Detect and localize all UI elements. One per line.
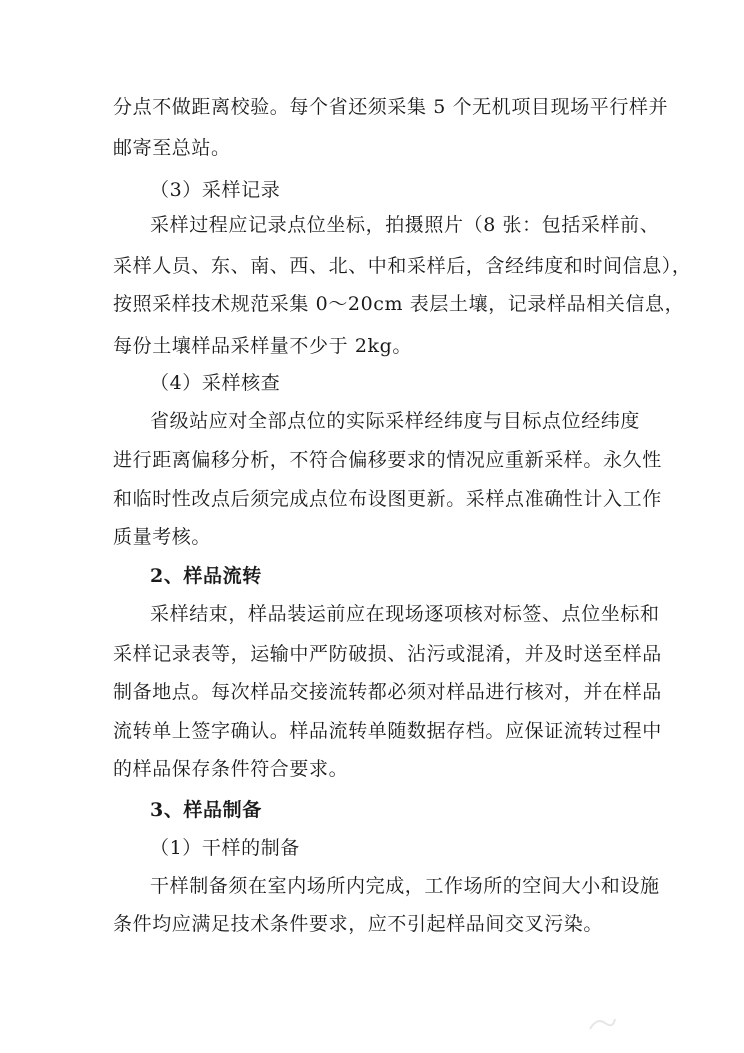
body-text-line: 条件均应满足技术条件要求，应不引起样品间交叉污染。	[113, 913, 604, 935]
body-text-line: 采样记录表等，运输中严防破损、沾污或混淆，并及时送至样品	[113, 643, 662, 665]
body-text-line: 分点不做距离校验。每个省还须采集 5 个无机项目现场平行样并	[113, 96, 669, 118]
body-text-line: 省级站应对全部点位的实际采样经纬度与目标点位经纬度	[150, 410, 641, 432]
body-text-line: 采样结束，样品装运前应在现场逐项核对标签、点位坐标和	[150, 603, 660, 625]
body-text-line: 采样人员、东、南、西、北、中和采样后，含经纬度和时间信息），	[113, 255, 692, 277]
body-text-line: 干样制备须在室内场所内完成，工作场所的空间大小和设施	[150, 875, 660, 897]
body-text-line: 进行距离偏移分析，不符合偏移要求的情况应重新采样。永久性	[113, 449, 662, 471]
body-text-line: 邮寄至总站。	[113, 137, 231, 159]
section-heading: 2、样品流转	[150, 565, 262, 587]
subsection-heading: （1）干样的制备	[150, 837, 300, 859]
body-text-line: 制备地点。每次样品交接流转都必须对样品进行核对，并在样品	[113, 681, 662, 703]
body-text-line: 的样品保存条件符合要求。	[113, 758, 349, 780]
body-text-line: 和临时性改点后须完成点位布设图更新。采样点准确性计入工作	[113, 488, 662, 510]
body-text-line: 按照采样技术规范采集 0～20cm 表层土壤，记录样品相关信息，	[113, 293, 685, 315]
subsection-heading: （3）采样记录	[150, 179, 281, 201]
subsection-heading: （4）采样核查	[150, 372, 281, 394]
scan-watermark-icon	[587, 1015, 617, 1033]
body-text-line: 流转单上签字确认。样品流转单随数据存档。应保证流转过程中	[113, 720, 662, 742]
section-heading: 3、样品制备	[150, 799, 262, 821]
body-text-line: 采样过程应记录点位坐标，拍摄照片（8 张：包括采样前、	[150, 214, 660, 236]
body-text-line: 每份土壤样品采样量不少于 2kg。	[113, 335, 413, 357]
body-text-line: 质量考核。	[113, 526, 212, 548]
